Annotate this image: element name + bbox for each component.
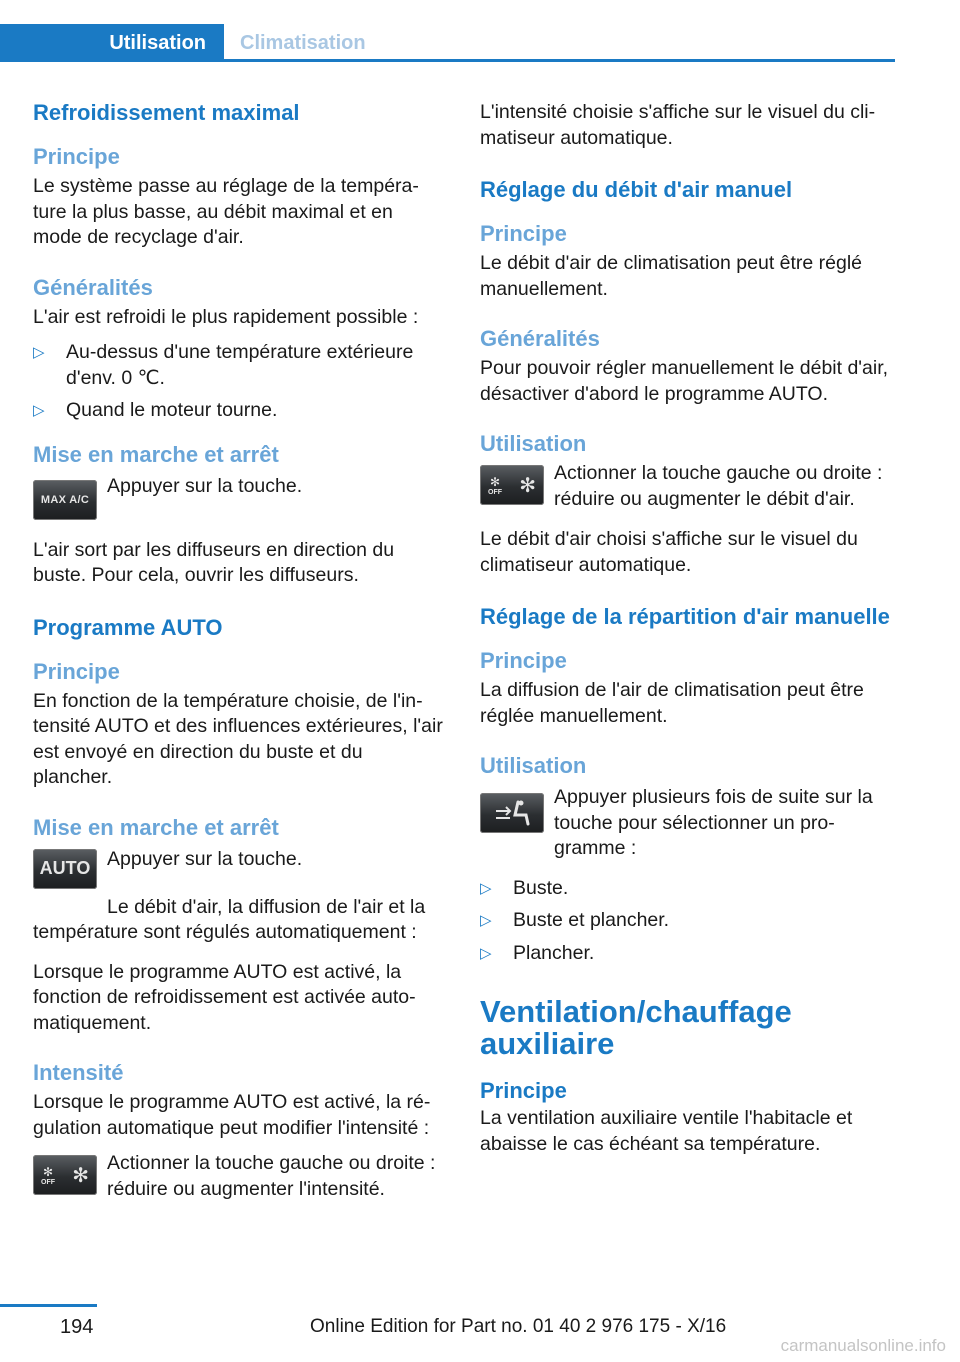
subheading-generalites: Généralités	[33, 274, 153, 300]
paragraph: Le système passe au réglage de la température la plus basse, au débit maximal et en mode de recyclage d'air.	[33, 175, 419, 248]
triangle-bullet-icon: ▷	[33, 344, 45, 361]
triangle-bullet-icon: ▷	[480, 912, 492, 929]
page-number: 194	[60, 1316, 94, 1338]
auto-row	[33, 845, 445, 897]
subheading-principe: Principe	[480, 221, 567, 246]
air-distribution-button-icon	[480, 793, 544, 833]
right-column	[480, 100, 892, 1157]
paragraph: Appuyer plusieurs fois de suite sur la touche pour sélectionner un programme :	[554, 786, 873, 859]
fan-large-icon: ✻	[72, 1164, 89, 1187]
paragraph: Pour pouvoir régler manuellement le débit d'air, désactiver d'abord le programme AUTO.	[480, 357, 889, 405]
paragraph: L'air sort par les diffuseurs en direction du buste. Pour cela, ouvrir les diffuseurs.	[33, 538, 395, 586]
paragraph: Lorsque le programme AUTO est activé, la régulation automatique peut modifier l'intensité :	[33, 1091, 431, 1139]
paragraph: Le débit d'air, la diffusion de l'air et la température sont régulés automatiquement :	[33, 895, 426, 943]
watermark: carmanualsonline.info	[780, 1336, 946, 1355]
paragraph: Actionner la touche gauche ou droite : réduire ou augmenter l'intensité.	[107, 1152, 436, 1200]
tab-utilisation[interactable]: Utilisation	[0, 24, 224, 62]
fan-off-button-icon: ✻ OFF ✻	[33, 1155, 97, 1195]
triangle-bullet-icon: ▷	[33, 402, 45, 419]
edition-footer: Online Edition for Part no. 01 40 2 976 175 - X/16	[310, 1316, 727, 1337]
fan-large-icon: ✻	[519, 474, 536, 497]
maxac-button-icon: MAX A/C	[33, 480, 97, 520]
paragraph: Le débit d'air choisi s'affiche sur le visuel du climatiseur automatique.	[480, 528, 858, 576]
triangle-bullet-icon: ▷	[480, 944, 492, 962]
bullet-list	[480, 876, 892, 967]
subheading-principe: Principe	[33, 658, 120, 684]
paragraph: La diffusion de l'air de climatisation peut être réglée manuellement.	[480, 679, 864, 727]
heading-repartition: Réglage de la répartition d'air manuelle	[480, 604, 890, 629]
fan-off-button-icon: ✻ OFF ✻	[480, 465, 544, 505]
page-number-bar	[0, 1304, 97, 1307]
intensite-row	[33, 1151, 445, 1203]
paragraph: Appuyer sur la touche.	[107, 847, 303, 870]
maxac-row	[33, 472, 445, 524]
auto-button-icon: AUTO	[33, 849, 97, 889]
list-item: ▷ Quand le moteur tourne.	[33, 398, 445, 424]
list-item: ▷ Buste.	[480, 876, 892, 902]
paragraph: Actionner la touche gauche ou droite : réduire ou augmenter le débit d'air.	[554, 462, 883, 510]
heading-ventilation: Ventilation/chauffage auxiliaire	[480, 994, 792, 1061]
left-column	[33, 100, 445, 1203]
fan-small-icon: ✻	[42, 1164, 54, 1179]
subheading-principe: Principe	[480, 1078, 567, 1103]
paragraph: En fonction de la température choisie, de l'intensité AUTO et des influences extérieures, l'air est envoyé en direction du buste et du plancher.	[33, 689, 443, 788]
triangle-bullet-icon: ▷	[480, 879, 492, 897]
heading-debit-air: Réglage du débit d'air manuel	[480, 177, 793, 202]
header-bar	[0, 0, 895, 62]
paragraph: Le débit d'air de climatisation peut être réglé manuellement.	[480, 252, 863, 300]
paragraph: La ventilation auxiliaire ventile l'habitacle et abaisse le cas échéant sa température.	[480, 1107, 853, 1155]
list-item: ▷ Plancher.	[480, 941, 892, 967]
seat-airflow-icon	[490, 800, 534, 826]
bullet-list	[33, 340, 445, 424]
paragraph: L'air est refroidi le plus rapidement possible :	[33, 305, 419, 328]
subheading-principe: Principe	[33, 144, 120, 169]
heading-refroidissement: Refroidissement maximal	[33, 100, 300, 125]
paragraph: Lorsque le programme AUTO est activé, la fonction de refroidissement est activée automatiquement.	[33, 960, 416, 1034]
fan-small-icon: ✻	[489, 474, 501, 489]
tab-climatisation[interactable]: Climatisation	[240, 32, 366, 54]
subheading-mise-en-marche: Mise en marche et arrêt	[33, 441, 279, 467]
debit-row	[480, 461, 892, 513]
subheading-principe: Principe	[480, 648, 567, 673]
list-item: ▷ Au-dessus d'une température extérieure d'env. 0 ℃.	[33, 341, 414, 389]
repartition-row	[480, 783, 892, 862]
subheading-generalites: Généralités	[480, 326, 600, 351]
subheading-utilisation: Utilisation	[480, 431, 587, 456]
paragraph: L'intensité choisie s'affiche sur le visuel du climatiseur automatique.	[480, 101, 876, 149]
paragraph: Appuyer sur la touche.	[107, 474, 303, 497]
list-item: ▷ Buste et plancher.	[480, 908, 892, 934]
subheading-intensite: Intensité	[33, 1060, 124, 1085]
subheading-utilisation: Utilisation	[480, 753, 587, 778]
heading-programme-auto: Programme AUTO	[33, 614, 223, 640]
subheading-mise-en-marche: Mise en marche et arrêt	[33, 814, 279, 840]
